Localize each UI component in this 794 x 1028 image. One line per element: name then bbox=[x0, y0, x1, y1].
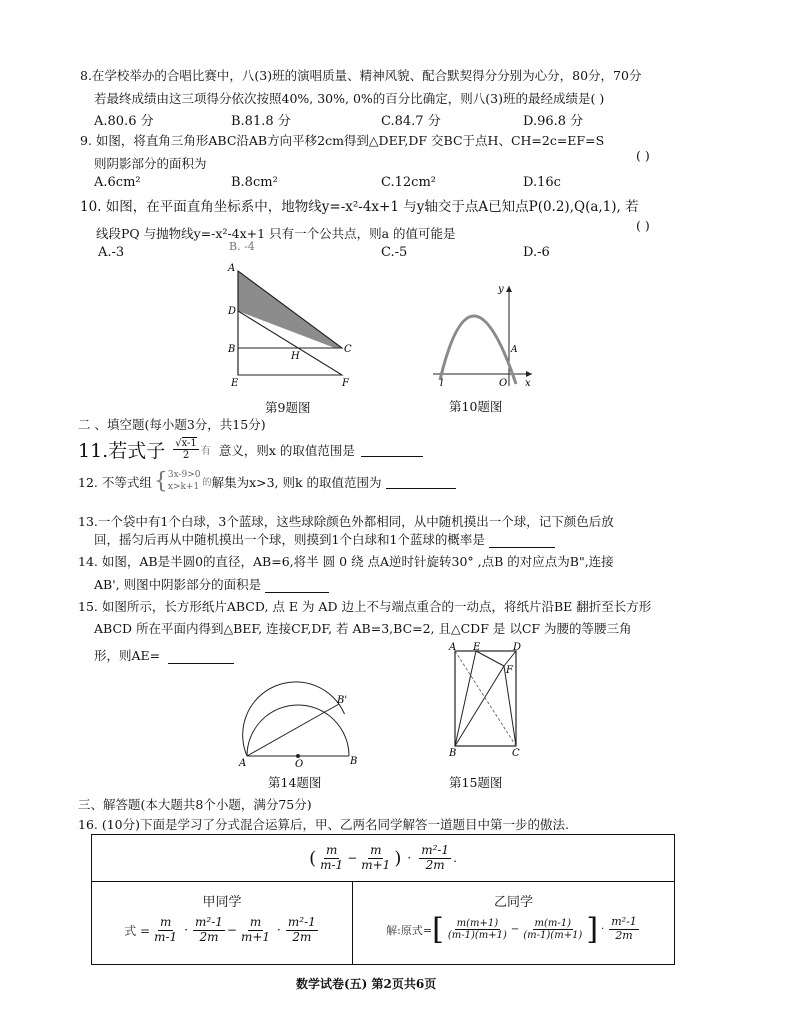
fig10-label-l: l bbox=[440, 378, 444, 389]
q16-text: 16. (10分)下面是学习了分式混合运算后，甲、乙两名同学解答一道题目中第一步的傲法. bbox=[78, 817, 569, 832]
jia-frac-2: $\frac{\text{m²-1}}{2m}$ bbox=[195, 915, 223, 944]
q9-answer-paren: ( ) bbox=[636, 148, 650, 163]
jia-title: 甲同学 bbox=[202, 895, 242, 910]
expr-period: . bbox=[453, 851, 457, 865]
q15-line2: ABCD 所在平面内得到△BEF, 连接CF,DF, 若 AB=3,BC=2, 且△CDF 是 以CF 为腰的等腰三角 bbox=[94, 621, 632, 636]
expr-frac-3: $\frac{\text{m²-1}}{2m}$ bbox=[421, 842, 450, 872]
yi-prefix: 解:原式= bbox=[386, 923, 433, 937]
page-footer: 数学试卷(五) 第2页共6页 bbox=[296, 977, 437, 991]
jia-frac-4: $\frac{\text{m²-1}}{2m}$ bbox=[287, 915, 316, 944]
fig10-label-y: y bbox=[498, 284, 504, 295]
figure-9 bbox=[225, 258, 360, 388]
fig14-label-a: A bbox=[239, 758, 247, 767]
jia-minus: − bbox=[226, 923, 237, 938]
jia-frac-3: $\frac{m}{m+1}$ bbox=[240, 915, 271, 944]
yi-open-bracket: [ bbox=[432, 912, 444, 947]
q13-line2 bbox=[94, 530, 555, 548]
jia-dot-2: · bbox=[277, 923, 281, 938]
yi-minus: − bbox=[510, 924, 520, 935]
q10-option-c: C.-5 bbox=[381, 245, 408, 260]
q8-line2: 若最终成绩由这三项得分依次按照40%, 30%, 0%的百分比确定，则八(3)班的最经成绩是( ) bbox=[94, 91, 605, 106]
fig15-label-f: F bbox=[506, 665, 513, 676]
jia-dot-1: · bbox=[184, 923, 189, 938]
q10-line2: 线段PQ 与抛物线y=-x²-4x+1 只有一个公共点，则a 的值可能是 bbox=[96, 226, 456, 241]
fig9-label-c: C bbox=[344, 344, 352, 355]
q9-option-a: A.6cm² bbox=[94, 175, 141, 190]
fig14-label-o: O bbox=[295, 759, 304, 767]
yi-title: 乙同学 bbox=[493, 895, 533, 910]
q16-expression-cell bbox=[92, 835, 675, 882]
q8-option-c: C.84.7 分 bbox=[381, 114, 441, 129]
jia-work bbox=[93, 916, 351, 945]
q10-option-b-overlay: B. -4 bbox=[229, 240, 255, 253]
fig15-label-b: B bbox=[449, 748, 457, 759]
q14-answer-blank[interactable] bbox=[265, 578, 329, 593]
yi-frac-1: $\frac{m(m+1)}{(m-1)(m+1)}$ bbox=[447, 917, 507, 941]
q11-fraction bbox=[173, 438, 199, 462]
q10-answer-paren: ( ) bbox=[636, 218, 650, 233]
q11-answer-blank[interactable] bbox=[361, 442, 423, 457]
q13-line1: 13.一个袋中有1个白球，3个蓝球，这些球除颜色外都相同，从中随机摸出一个球，记下颜色后放 bbox=[78, 514, 614, 529]
q15-line3 bbox=[94, 646, 234, 664]
q12-inequality-2: x>k+1 bbox=[167, 481, 200, 492]
q11-suffix: 意义，则x 的取值范围是 bbox=[218, 442, 355, 458]
figure-15-caption: 第15题图 bbox=[449, 775, 503, 790]
expr-frac-1: $\frac{m}{m-1}$ bbox=[320, 842, 344, 872]
yi-close-bracket: ] bbox=[586, 912, 599, 947]
fig9-label-a: A bbox=[228, 263, 236, 274]
figure-14 bbox=[235, 672, 365, 767]
fig14-label-b: B bbox=[350, 756, 358, 767]
q14-line2-text: AB', 则图中阴影部分的面积是 bbox=[94, 577, 262, 592]
figure-9-caption: 第9题图 bbox=[265, 400, 311, 415]
q11-you: 有 bbox=[200, 446, 211, 457]
q8-option-a: A.80.6 分 bbox=[94, 114, 154, 129]
q8-line1: 8.在学校举办的合唱比赛中，八(3)班的演唱质量、精神风貌、配合默契得分分别为心分，80分，70分 bbox=[80, 68, 642, 83]
q10-option-a: A.-3 bbox=[98, 245, 125, 260]
expr-close-paren: ) bbox=[394, 847, 402, 869]
q12-answer-blank[interactable] bbox=[386, 474, 456, 489]
yi-dot: · bbox=[601, 924, 605, 935]
yi-cell bbox=[353, 882, 675, 965]
q9-line2: 则阴影部分的面积为 bbox=[94, 156, 207, 171]
fig14-label-b-prime: B' bbox=[337, 695, 348, 706]
expr-minus: − bbox=[347, 851, 358, 865]
figure-14-caption: 第14题图 bbox=[268, 775, 322, 790]
q11 bbox=[78, 436, 423, 463]
q11-prefix: 11.若式子 bbox=[78, 440, 166, 462]
q12-suffix: 解集为x>3, 则k 的取值范围为 bbox=[211, 474, 382, 490]
yi-work bbox=[354, 912, 673, 947]
q14-line1: 14. 如图，AB是半圆0的直径，AB=6,将半 圆 0 绕 点A逆时针旋转30° ,点B 的对应点为B",连接 bbox=[78, 554, 614, 569]
q12-system bbox=[168, 470, 201, 493]
fig15-label-e: E bbox=[473, 642, 481, 653]
q12-brace: { bbox=[153, 468, 168, 494]
fig9-label-b: B bbox=[228, 344, 236, 355]
q12-de: 的 bbox=[202, 478, 212, 489]
q15-line3-text: 形，则AE= bbox=[94, 648, 161, 663]
q12-prefix: 12. 不等式组 bbox=[78, 474, 152, 490]
jia-cell bbox=[92, 882, 353, 965]
figure-15 bbox=[446, 640, 526, 760]
q16-solution-table bbox=[91, 834, 675, 965]
fig10-label-a: A bbox=[511, 345, 518, 355]
section-3-title: 三、解答题(本大题共8个小题，满分75分) bbox=[78, 797, 312, 812]
jia-frac-1: $\frac{m}{m-1}$ bbox=[154, 915, 178, 944]
expr-dot: · bbox=[407, 851, 412, 865]
q11-denominator: 2 bbox=[182, 450, 190, 461]
q8-option-d: D.96.8 分 bbox=[523, 114, 584, 129]
fig15-label-a: A bbox=[449, 642, 457, 653]
figure-10-caption: 第10题图 bbox=[449, 399, 503, 414]
q11-radicand: x-1 bbox=[181, 437, 197, 449]
fig10-label-x: x bbox=[525, 378, 531, 389]
fig9-label-f: F bbox=[342, 378, 349, 388]
q9-option-d: D.16c bbox=[523, 175, 561, 190]
section-2-title: 二 、填空题(每小题3分，共15分) bbox=[78, 417, 266, 432]
q10-line1: 10. 如图，在平面直角坐标系中，地物线y=-x²-4x+1 与y轴交于点A已知点P(0.2),Q(a,1), 若 bbox=[80, 199, 639, 215]
q12-inequality-1: 3x-9>0 bbox=[167, 470, 201, 480]
fig9-label-d: D bbox=[228, 306, 237, 317]
q11-radical-sign: √ bbox=[175, 437, 182, 449]
q16-expression bbox=[309, 844, 457, 873]
fig15-label-d: D bbox=[513, 642, 522, 653]
yi-frac-3: $\frac{\text{m²-1}}{2m}$ bbox=[611, 915, 637, 942]
q12 bbox=[78, 470, 456, 493]
expr-frac-2: $\frac{m}{m+1}$ bbox=[361, 842, 391, 872]
q15-answer-blank[interactable] bbox=[168, 649, 234, 664]
q13-line2-text: 回，摇匀后再从中随机摸出一个球，则摸到1个白球和1个蓝球的概率是 bbox=[94, 532, 485, 547]
figure-10 bbox=[428, 280, 538, 390]
fig9-label-h: H bbox=[291, 351, 300, 362]
fig9-label-e: E bbox=[231, 378, 239, 388]
q15-line1: 15. 如图所示，长方形纸片ABCD, 点 E 为 AD 边上不与端点重合的一动点，将纸片沿BE 翻折至长方形 bbox=[78, 599, 652, 614]
q10-option-d: D.-6 bbox=[523, 245, 550, 260]
fig10-label-o: O bbox=[499, 378, 508, 389]
q13-answer-blank[interactable] bbox=[489, 533, 555, 548]
q8-option-b: B.81.8 分 bbox=[231, 114, 291, 129]
q9-option-b: B.8cm² bbox=[231, 175, 278, 190]
yi-frac-2: $\frac{m(m-1)}{(m-1)(m+1)}$ bbox=[523, 917, 583, 941]
q14-line2 bbox=[94, 575, 329, 593]
q9-option-c: C.12cm² bbox=[381, 175, 436, 190]
jia-prefix: 式 = bbox=[124, 923, 151, 938]
q9-line1: 9. 如图，将直角三角形ABC沿AB方向平移2cm得到△DEF,DF 交BC于点H、CH=2c=EF=S bbox=[80, 133, 605, 148]
expr-open-paren: ( bbox=[309, 847, 317, 869]
fig15-label-c: C bbox=[512, 748, 520, 759]
